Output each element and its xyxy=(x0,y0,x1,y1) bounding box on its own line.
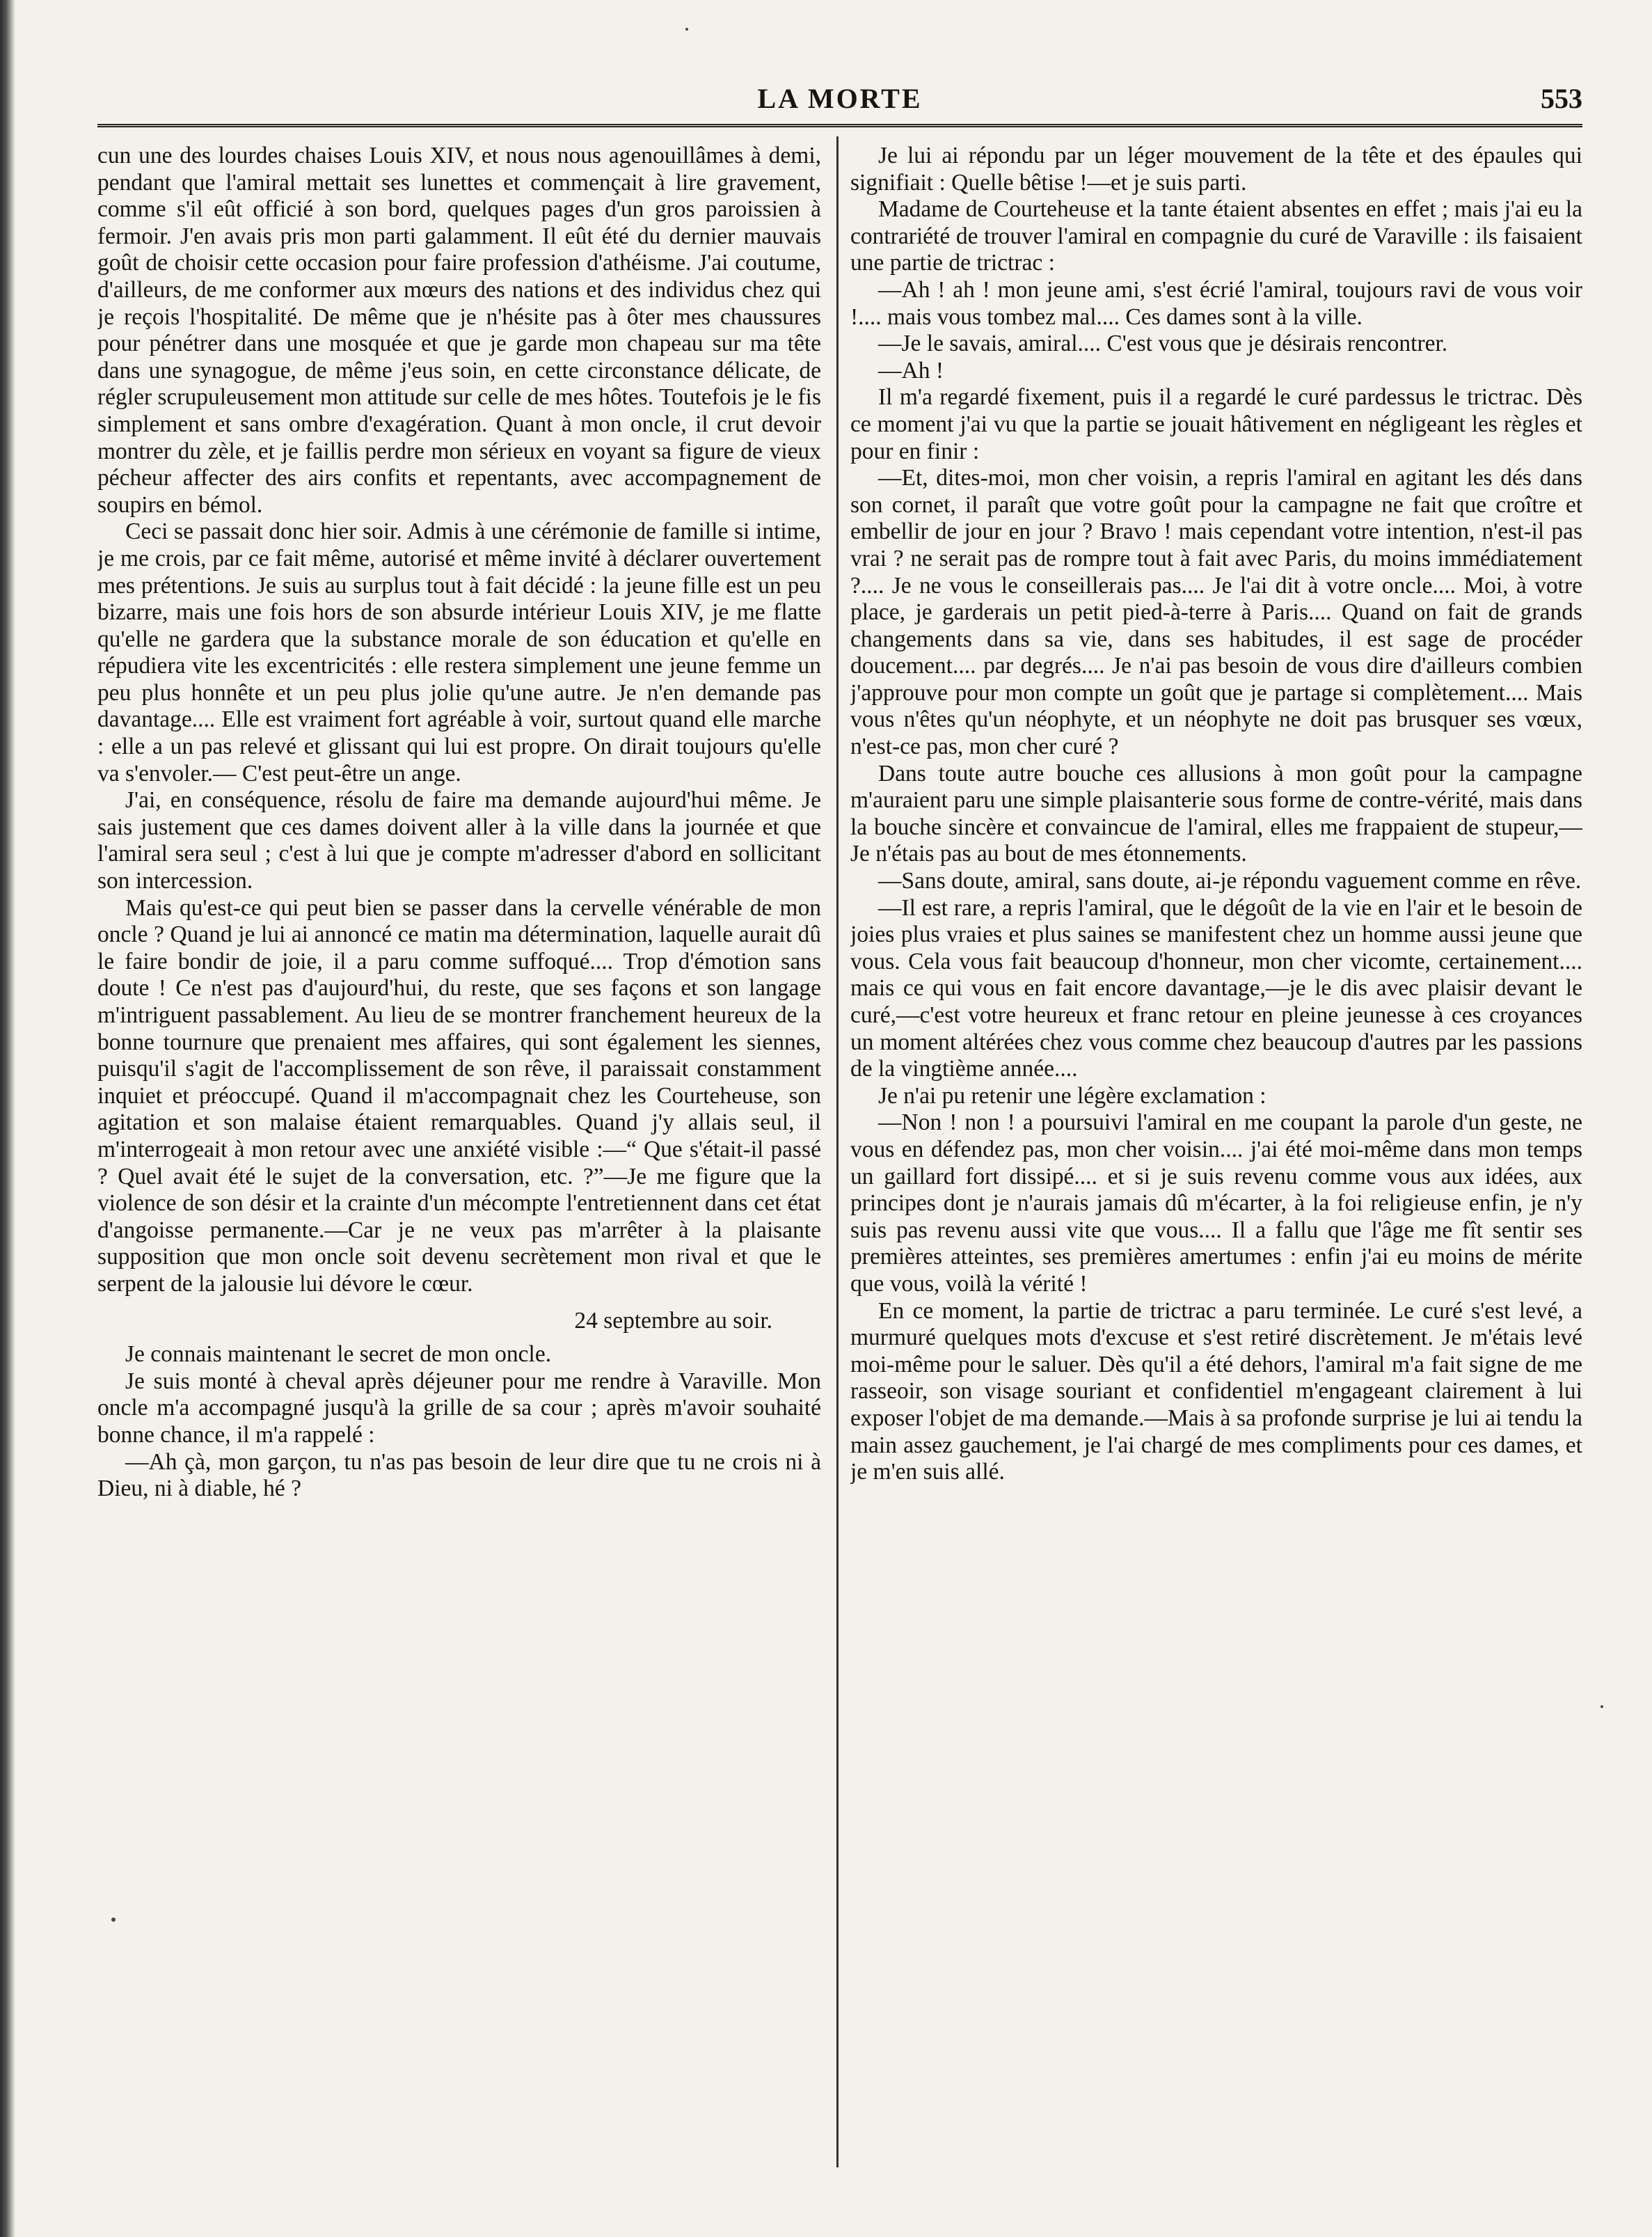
print-speck xyxy=(685,28,688,31)
paragraph: Il m'a regardé fixement, puis il a regardé le curé pardessus le trictrac. Dès ce moment j'ai vu que la partie se jouait hâtivement en négligeant les règles et pour en finir : xyxy=(850,384,1582,464)
paragraph: Je suis monté à cheval après déjeuner pour me rendre à Varaville. Mon oncle m'a accompagné jusqu'à la grille de sa cour ; après m'avoir souhaité bonne chance, il m'a rappelé : xyxy=(97,1368,821,1448)
paragraph: J'ai, en conséquence, résolu de faire ma demande aujourd'hui même. Je sais justement que ces dames doivent aller à la ville dans la journée et que l'amiral sera seul ; c'est à lui que je compte m'adresser d'abord en sollicitant son intercession. xyxy=(97,787,821,894)
dateline: 24 septembre au soir. xyxy=(574,1307,772,1334)
paragraph: —Ah çà, mon garçon, tu n'as pas besoin de leur dire que tu ne crois ni à Dieu, ni à diable, hé ? xyxy=(97,1448,821,1502)
paragraph: Je lui ai répondu par un léger mouvement de la tête et des épaules qui signifiait : Quelle bêtise !—et je suis parti. xyxy=(850,143,1582,196)
scan-edge xyxy=(0,0,15,2237)
header-rule xyxy=(97,124,1582,127)
right-column xyxy=(850,143,1582,2203)
paragraph: —Non ! non ! a poursuivi l'amiral en me coupant la parole d'un geste, ne vous en défendez pas, mon cher voisin.... j'ai été moi-même dans mon temps un gaillard fort dissipé.... et si je suis revenu comme vous aux idées, aux principes dont je n'aurais jamais dû m'écarter, à la foi religieuse enfin, je n'y suis pas revenu aussi vite que vous.... Il a fallu que l'âge me fît sentir ses premières atteintes, ses premières amertumes : enfin j'ai eu moins de mérite que vous, voilà la vérité ! xyxy=(850,1109,1582,1297)
paragraph: —Ah ! ah ! mon jeune ami, s'est écrié l'amiral, toujours ravi de vous voir !.... mais vous tombez mal.... Ces dames sont à la ville. xyxy=(850,276,1582,330)
paragraph: —Et, dites-moi, mon cher voisin, a repris l'amiral en agitant les dés dans son cornet, il paraît que votre goût pour la campagne ne fait que croître et embellir de jour en jour ? Bravo ! mais cependant votre intention, n'est-il pas vrai ? ne serait pas de rompre tout à fait avec Paris, du moins immédiatement ?.... Je ne vous le conseillerais pas.... Je l'ai dit à votre oncle.... Moi, à votre place, je garderais un petit pied-à-terre à Paris.... Quand on fait de grands changements dans sa vie, dans ses habitudes, il est sage de procéder doucement.... par degrés.... Je n'ai pas besoin de vous dire d'ailleurs combien j'approuve pour mon compte un goût que je partage si complètement.... Mais vous n'êtes qu'un néophyte, et un néophyte ne doit pas brusquer ses vœux, n'est-ce pas, mon cher curé ? xyxy=(850,465,1582,760)
paragraph: Mais qu'est-ce qui peut bien se passer dans la cervelle vénérable de mon oncle ? Quand je lui ai annoncé ce matin ma détermination, laquelle aurait dû le faire bondir de joie, il a paru comme suffoqué.... Trop d'émotion sans doute ! Ce n'est pas d'aujourd'hui, du reste, que ses façons et son langage m'intriguent passablement. Au lieu de se montrer franchement heureux de la bonne tournure que prenaient mes affaires, qui sont également les siennes, puisqu'il s'agit de l'accomplissement de son rêve, il paraissait constamment inquiet et préoccupé. Quand il m'accompagnait chez les Courteheuse, son agitation et son malaise étaient remarquables. Quand j'y allais seul, il m'interrogeait à mon retour avec une anxiété visible :—“ Que s'était-il passé ? Quel avait été le sujet de la conversation, etc. ?”—Je me figure que la violence de son désir et la crainte d'un mécompte l'entretiennent dans cet état d'angoisse permanente.—Car je ne veux pas m'arrêter à la plaisante supposition que mon oncle soit devenu secrètement mon rival et que le serpent de la jalousie lui dévore le cœur. xyxy=(97,894,821,1297)
paragraph: Ceci se passait donc hier soir. Admis à une cérémonie de famille si intime, je me crois, par ce fait même, autorisé et même invité à déclarer ouvertement mes prétentions. Je suis au surplus tout à fait décidé : la jeune fille est un peu bizarre, mais une fois hors de son absurde intérieur Louis XIV, je me flatte qu'elle ne gardera que la substance morale de son éducation et qu'elle en répudiera vite les excentricités : elle restera simplement une jeune femme un peu plus honnête et un peu plus jolie qu'une autre. Je n'en demande pas davantage.... Elle est vraiment fort agréable à voir, surtout quand elle marche : elle a un pas relevé et glissant qui lui est propre. On dirait toujours qu'elle va s'envoler.— C'est peut-être un ange. xyxy=(97,519,821,786)
paragraph: Madame de Courteheuse et la tante étaient absentes en effet ; mais j'ai eu la contrariété de trouver l'amiral en compagnie du curé de Varaville : ils faisaient une partie de trictrac : xyxy=(850,196,1582,276)
paragraph: —Il est rare, a repris l'amiral, que le dégoût de la vie en l'air et le besoin de joies plus vraies et plus saines se manifestent chez un homme aussi jeune que vous. Cela vous fait beaucoup d'honneur, mon cher vicomte, certainement.... mais ce qui vous en fait encore davantage,—je le dis avec plaisir devant le curé,—c'est votre heureux et franc retour en pleine jeunesse à ces croyances un moment altérées chez vous comme chez beaucoup d'autres par les passions de la vingtième année.... xyxy=(850,894,1582,1082)
running-title: LA MORTE xyxy=(757,83,923,114)
column-divider xyxy=(836,136,839,2167)
print-speck xyxy=(111,1918,116,1922)
paragraph: Je connais maintenant le secret de mon oncle. xyxy=(125,1341,552,1368)
page-number: 553 xyxy=(1541,83,1582,114)
page-header xyxy=(97,82,1582,124)
left-column xyxy=(97,143,821,2203)
print-speck xyxy=(1601,1705,1603,1708)
paragraph: cun une des lourdes chaises Louis XIV, et nous nous agenouillâmes à demi, pendant que l'amiral mettait ses lunettes et commençait à lire gravement, comme s'il eût officié à son bord, quelques pages d'un gros paroissien à fermoir. J'en avais pris mon parti galamment. Il eût été du dernier mauvais goût de choisir cette occasion pour faire profession d'athéisme. J'ai coutume, d'ailleurs, de me conformer aux mœurs des nations et des individus chez qui je reçois l'hospitalité. De même que je n'hésite pas à ôter mes chaussures pour pénétrer dans une mosquée et que je garde mon chapeau sur ma tête dans une synagogue, de même j'eus soin, en cette circonstance délicate, de régler scrupuleusement mon attitude sur celle de mes hôtes. Toutefois je le fis simplement et sans ombre d'exagération. Quant à mon oncle, il crut devoir montrer du zèle, et je faillis perdre mon sérieux en voyant sa figure de vieux pécheur affecter des airs confits et repentants, avec accompagnement de soupirs en bémol. xyxy=(97,143,821,518)
paragraph: —Ah ! xyxy=(878,357,944,384)
paragraph: Dans toute autre bouche ces allusions à mon goût pour la campagne m'auraient paru une simple plaisanterie sous forme de contre-vérité, mais dans la bouche sincère et convaincue de l'amiral, elles me frappaient de stupeur,—Je n'étais pas au bout de mes étonnements. xyxy=(850,760,1582,867)
paragraph: En ce moment, la partie de trictrac a paru terminée. Le curé s'est levé, a murmuré quelques mots d'excuse et s'est retiré discrètement. Je m'étais levé moi-même pour le saluer. Dès qu'il a été dehors, l'amiral m'a fait signe de me rasseoir, son visage souriant et confidentiel m'engageant clairement à lui exposer l'objet de ma demande.—Mais à sa profonde surprise je lui ai tendu la main assez gauchement, je l'ai chargé de mes compliments pour ces dames, et je m'en suis allé. xyxy=(850,1297,1582,1485)
paragraph: —Je le savais, amiral.... C'est vous que je désirais rencontrer. xyxy=(878,331,1448,357)
paragraph: Je n'ai pu retenir une légère exclamation : xyxy=(878,1082,1266,1109)
paragraph: —Sans doute, amiral, sans doute, ai-je répondu vaguement comme en rêve. xyxy=(878,868,1582,894)
